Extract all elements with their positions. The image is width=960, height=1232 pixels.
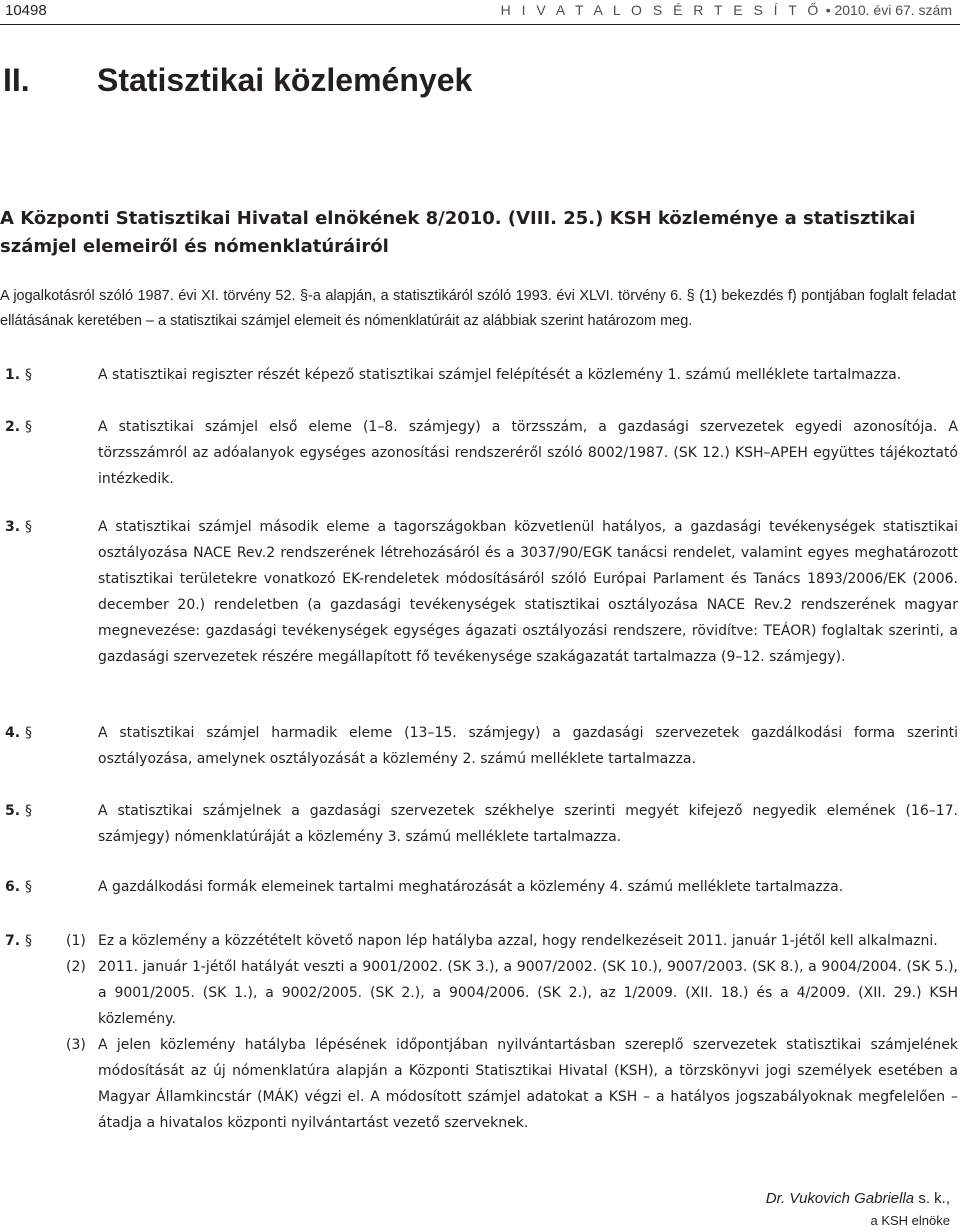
section-sign: § [25, 803, 32, 819]
paragraph-text: A jelen közlemény hatályba lépésének időpontjában nyilvántartásban szereplő szervezetek statisztikai számjelének módosítását az új nómenklatúra alapján a Központi Statisztikai Hivatal (KSH), a törzskönyvi jogi személyek esetében a Magyar Államkincstár (MÁK) végzi el. A módosított számjel adatokat a KSH – a hatályos jogszabályoknak megfelelően – átadja a hivatalos központi nyilvántartást vezető szerveknek. [98, 1037, 958, 1131]
issue-number: 2010. évi 67. szám [834, 2, 952, 18]
article-number: 1. [5, 367, 21, 383]
article-text: A statisztikai számjelnek a gazdasági szervezetek székhelye szerinti megyét kifejező negyedik elemének (16–17. számjegy) nómenklatúráját a közlemény 3. számú melléklete tartalmazza. [98, 803, 958, 845]
preamble: A jogalkotásról szóló 1987. évi XI. törvény 52. §-a alapján, a statisztikáról szóló 1993. évi XLVI. törvény 6. § (1) bekezdés f) pontjában foglalt feladat ellátásának keretében – a statisztikai számjel elemeit és nómenklatúráit az alábbiak szerint határozom meg. [0, 288, 956, 329]
paragraph-3 [0, 1032, 958, 1136]
article-number: 4. [5, 725, 21, 741]
paragraph-1 [0, 928, 958, 954]
running-title [501, 2, 952, 18]
notice-title: A Központi Statisztikai Hivatal elnökének 8/2010. (VIII. 25.) KSH közleménye a statisztikai számjel elemeiről és nómenklatúráiról [0, 208, 916, 257]
article-text: A gazdálkodási formák elemeinek tartalmi meghatározását a közlemény 4. számú melléklete tartalmazza. [98, 879, 844, 895]
section-sign: § [25, 367, 32, 383]
article-number: 5. [5, 803, 21, 819]
section-sign: § [25, 419, 32, 435]
paragraph-text: 2011. január 1-jétől hatályát veszti a 9001/2002. (SK 3.), a 9007/2002. (SK 10.), 9007/2003. (SK 8.), a 9004/2004. (SK 5.), a 9001/2005. (SK 1.), a 9002/2005. (SK 2.), a 9004/2006. (SK 2.), az 1/2009. (XII. 18.) és a 4/2009. (XII. 29.) KSH közlemény. [98, 959, 958, 1027]
article-number: 7. [5, 933, 21, 949]
signer-suffix: s. k., [914, 1190, 950, 1207]
article-7 [0, 928, 958, 1136]
paragraph-2 [0, 954, 958, 1032]
article-2 [0, 414, 958, 492]
paragraph-number: (3) [66, 1037, 86, 1053]
paragraph-text: Ez a közlemény a közzétételt követő napon lép hatályba azzal, hogy rendelkezéseit 2011. január 1-jétől kell alkalmazni. [98, 933, 938, 949]
article-number: 2. [5, 419, 21, 435]
paragraph-number: (1) [66, 933, 86, 949]
article-text: A statisztikai regiszter részét képező statisztikai számjel felépítését a közlemény 1. számú melléklete tartalmazza. [98, 367, 902, 383]
article-text: A statisztikai számjel második eleme a tagországokban közvetlenül hatályos, a gazdasági tevékenységek statisztikai osztályozása NACE Rev.2 rendszerének létrehozásáról és a 3037/90/EGK tanácsi rendelet, valamint egyes meghatározott statisztikai területekre vonatkozó EK-rendeletek módosításáról szóló Európai Parlament és Tanács 1893/2006/EK (2006. december 20.) rendeletben (a gazdasági tevékenységek statisztikai osztályozása NACE Rev.2 rendszerének magyar megnevezése: gazdasági tevékenységek egységes ágazati osztályozási rendszere, rövidítve: TEÁOR) foglaltak szerinti, a gazdasági szervezetek részére megállapított fő tevékenysége szakágazatát tartalmazza (9–12. számjegy). [98, 519, 958, 665]
section-title: Statisztikai közlemények [97, 62, 473, 98]
paragraph-number: (2) [66, 959, 86, 975]
bullet-separator: • [825, 2, 831, 18]
running-header [0, 0, 960, 21]
journal-title: H I V A T A L O S É R T E S Í T Ő [500, 2, 822, 18]
article-number: 3. [5, 519, 21, 535]
header-rule [0, 24, 960, 25]
section-sign: § [25, 933, 32, 949]
article-3 [0, 514, 958, 670]
section-sign: § [25, 879, 32, 895]
article-6 [0, 874, 958, 900]
section-number: II. [3, 62, 30, 98]
section-sign: § [25, 725, 32, 741]
page-number: 10498 [5, 2, 47, 19]
signer-line [766, 1188, 950, 1210]
article-1 [0, 362, 958, 388]
signature-block [766, 1188, 950, 1232]
section-sign: § [25, 519, 32, 535]
article-text: A statisztikai számjel első eleme (1–8. számjegy) a törzsszám, a gazdasági szervezetek egyedi azonosítója. A törzsszámról az adóalanyok egységes azonosítási rendszeréről szóló 8002/1987. (SK 12.) KSH–APEH együttes tájékoztató intézkedik. [98, 419, 958, 487]
signer-name: Dr. Vukovich Gabriella [765, 1190, 915, 1207]
article-4 [0, 720, 958, 772]
article-5 [0, 798, 958, 850]
signer-role: a KSH elnöke [870, 1213, 950, 1228]
article-text: A statisztikai számjel harmadik eleme (13–15. számjegy) a gazdasági szervezetek gazdálkodási forma szerinti osztályozása, amelynek osztályozását a közlemény 2. számú melléklete tartalmazza. [98, 725, 958, 767]
article-number: 6. [5, 879, 21, 895]
